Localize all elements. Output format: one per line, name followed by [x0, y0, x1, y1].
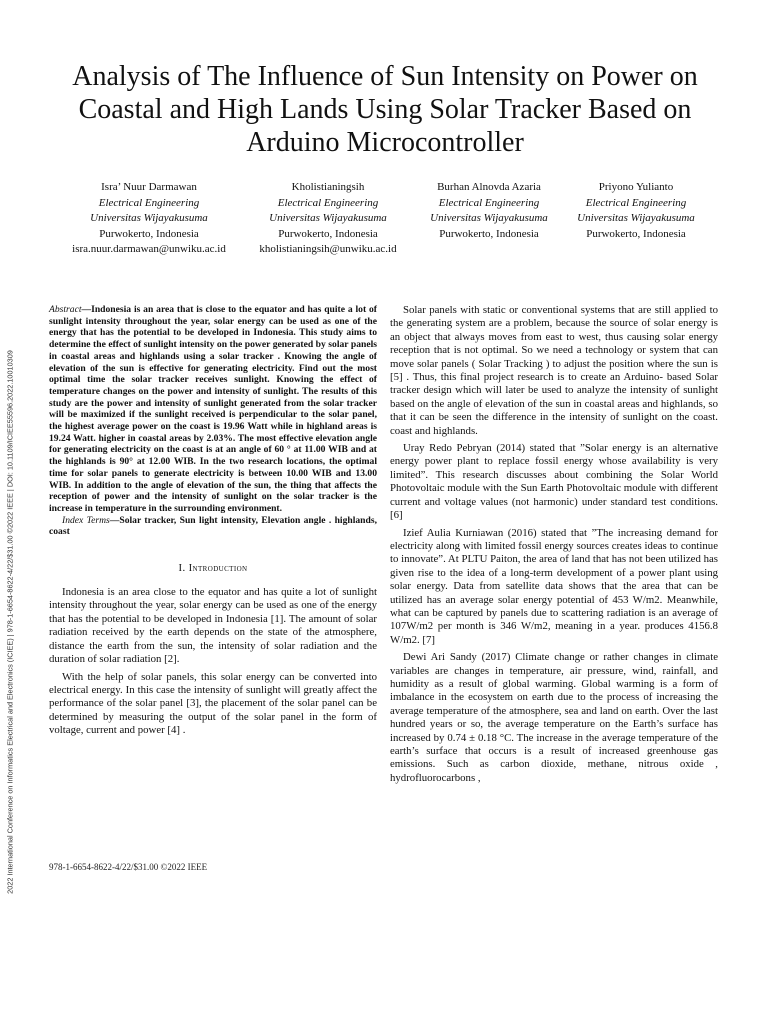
paragraph: Indonesia is an area close to the equator and has quite a lot of sunlight intensity throughout the year, solar energy can be used as one of the energy that has the potential to be developed in Indonesia [1]. The amount of solar radiation received by the earth depends on the state of the atmosphere, distance the earth from the sun, the intensity of solar radiation and the duration of solar radiation [2].: [49, 586, 377, 666]
author-city: Purwokerto, Indonesia: [99, 227, 199, 240]
author-2: [240, 180, 416, 258]
paragraph: Solar panels with static or conventional systems that are still applied to the generating system are a problem, because the source of solar energy is an object that always moves from east to west, thus causing solar energy reception that is not optimal. So we need a technology or system that can move solar panels ( Solar Tracking ) to adjust the position where the sun is [5] . Thus, this final project research is to create an Arduino- based Solar tracker design which will later be used to analyze the intensity of sunlight based on the angle of elevation of the sun in coastal areas and highlands, so that it can be seen the difference in the intensity of sunlight on the coast. coast and highlands.: [390, 304, 718, 437]
index-terms-label: Index Terms: [62, 514, 110, 526]
author-name: Kholistianingsih: [291, 181, 365, 193]
author-city: Purwokerto, Indonesia: [586, 227, 686, 240]
author-3: [416, 180, 562, 242]
index-terms-text: —Solar tracker, Sun light intensity, Elevation angle . highlands, coast: [49, 514, 377, 538]
right-column: [390, 304, 718, 789]
author-email: kholistianingsih@unwiku.ac.id: [259, 243, 397, 255]
left-column: [49, 304, 377, 742]
author-1: [60, 180, 238, 258]
author-dept: Electrical Engineering: [585, 196, 687, 209]
abstract: [49, 304, 377, 515]
author-dept: Electrical Engineering: [277, 196, 379, 209]
author-4: [564, 180, 708, 242]
author-dept: Electrical Engineering: [98, 196, 200, 209]
section-heading-introduction: I. Introduction: [178, 562, 248, 575]
author-name: Burhan Alnovda Azaria: [437, 181, 541, 193]
copyright-footer: 978-1-6654-8622-4/22/$31.00 ©2022 IEEE: [49, 862, 208, 872]
author-name: Isra’ Nuur Darmawan: [101, 181, 197, 193]
index-terms: [49, 515, 377, 538]
author-university: Universitas Wijayakusuma: [430, 212, 548, 224]
author-university: Universitas Wijayakusuma: [90, 212, 208, 224]
author-university: Universitas Wijayakusuma: [269, 212, 387, 224]
author-city: Purwokerto, Indonesia: [278, 227, 378, 240]
author-city: Purwokerto, Indonesia: [439, 227, 539, 240]
author-name: Priyono Yulianto: [598, 181, 674, 193]
abstract-label: Abstract: [49, 304, 82, 315]
paragraph: Uray Redo Pebryan (2014) stated that ”Solar energy is an alternative energy power plant to replace fossil energy whose availability is very limited”. This research discusses about combining the Solar World Photovoltaic module with the Sun Earth Photovoltaic module with different current and voltage values (not harmonic) under standard test conditions. [6]: [390, 442, 718, 522]
paragraph: With the help of solar panels, this solar energy can be converted into electrical energy. In this case the intensity of sunlight will greatly affect the performance of the solar panel [3], the placement of the solar panel can be determined by measuring the output of the solar panel in the form of voltage, current and power [4] .: [49, 670, 377, 737]
author-dept: Electrical Engineering: [438, 196, 540, 209]
author-email: isra.nuur.darmawan@unwiku.ac.id: [72, 243, 226, 255]
conference-side-note: [4, 292, 16, 952]
side-note-text: 2022 International Conference on Informatics Electrical and Electronics (ICIEE) | 978-1-6654-8622-4/22/$31.00 ©2022 IEEE | DOI: 10.1109/ICIEE55596.2022.10010309: [5, 350, 15, 894]
author-university: Universitas Wijayakusuma: [577, 212, 695, 224]
paragraph: Izief Aulia Kurniawan (2016) stated that ”The increasing demand for electricity along with limited fossil energy sources creates ideas to continue to innovate”. At PLTU Paiton, the area of land that has not been utilized has given rise to the idea of a long-term development of a power plant using solar energy. Data from satellite data shows that the area that can be utilized has an average solar energy potential of 453 W/m2. Meanwhile, what can be captured by panels due to scattering radiation is an average of 107W/m2 per month is 346 W/m2, meaning in a year. produces 4156.8 W/m2. [7]: [390, 526, 718, 646]
abstract-text: —Indonesia is an area that is close to the equator and has quite a lot of sunlight intensity throughout the year, solar energy can be used as one of the energy that has the potential to be developed in Indonesia. This study aims to determine the effect of sunlight intensity on the power generated by solar panels in coastal areas and highlands using a solar tracker . Knowing the angle of elevation of the sun is effective for generating electricity. Find out the most optimal time the solar tracker receives sunlight. Knowing the effect of temperature changes on the power and intensity of sunlight. The results of this study are the power and intensity of sunlight generated from the solar tracker will be maximized if the sunlight received is perpendicular to the solar panel, the highest average power on the coast is 19.96 Watt while in highland areas is 19.24 Watt. higher in coastal areas by 2.03%. The most effective elevation angle for generating electricity on the coast is at an angle of 60 ° at 11.00 WIB and at the highlands is 90° at 12.00 WIB. In the two research locations, the optimal time for solar panels to generate electricity is between 10.00 WIB and 13.00 WIB. In addition to the angle of elevation of the sun, the thing that affects the reception of power and the intensity of sunlight on the solar tracker is the increase in temperature in the surrounding environment.: [49, 304, 377, 514]
paper-title: Analysis of The Influence of Sun Intensity on Power on Coastal and High Lands Using Solar Tracker Based on Arduino Microcontroller: [72, 61, 698, 158]
paragraph: Dewi Ari Sandy (2017) Climate change or rather changes in climate variables are changes in temperature, air pressure, wind, rainfall, and humidity as a result of global warming. Global warming is a form of imbalance in the ecosystem on earth due to the process of increasing the average temperature of the atmosphere, sea and land on earth. Over the last hundred years or so, the average temperature on the Earth’s surface has increased by 0.74 ± 0.18 °C. The increase in the average temperature of the earth’s surface that occurs is a result of increased greenhouse gas emissions. Such as carbon dioxide, methane, nitrous oxide , hydrofluorocarbons ,: [390, 651, 718, 784]
